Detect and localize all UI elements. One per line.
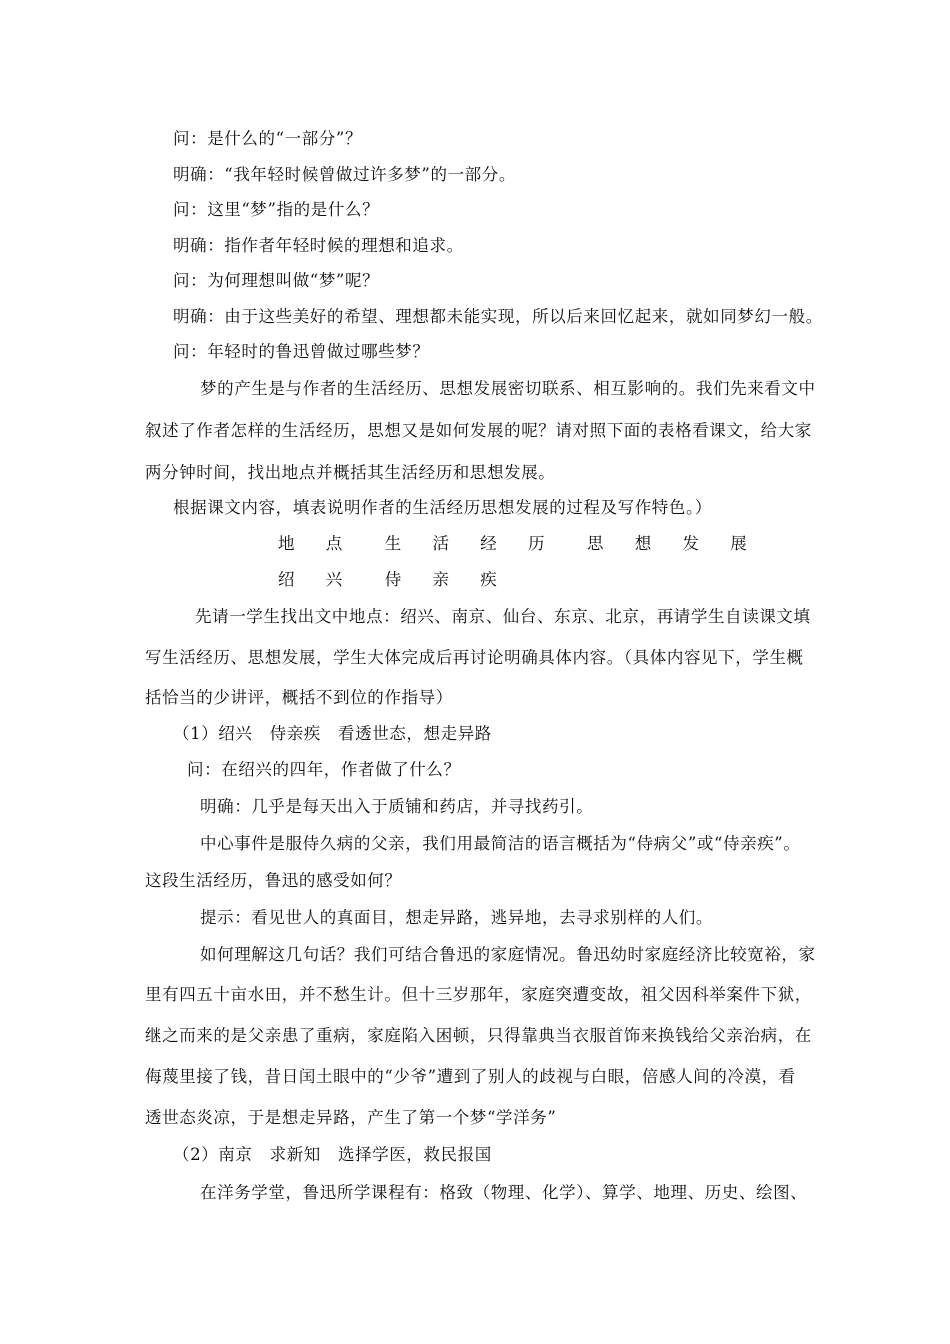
paragraph-line: 这段生活经历，鲁迅的感受如何？ [145,871,402,890]
paragraph-line: 在洋务学堂，鲁迅所学课程有：格致（物理、化学）、算学、地理、历史、绘图、 [200,1183,808,1202]
text-line: 提示：看见世人的真面目，想走异路，逃异地，去寻求别样的人们。 [200,908,713,927]
paragraph-line: 侮蔑里接了钱，昔日闰土眼中的“少爷”遭到了别人的歧视与白眼，倍感人间的冷漠，看 [145,1067,796,1086]
paragraph-line: 继之而来的是父亲患了重病，家庭陷入困顿，只得靠典当衣服首饰来换钱给父亲治病，在 [145,1026,812,1045]
table-header-row: 地 点 生 活 经 历 思 想 发 展 [278,534,760,553]
section-heading: （1）绍兴 侍亲疾 看透世态，想走异路 [173,724,492,743]
text-line: 问：是什么的“一部分”？ [173,129,363,148]
table-row: 绍 兴 侍 亲 疾 [278,570,510,589]
text-line: 根据课文内容，填表说明作者的生活经历思想发展的过程及写作特色。） [173,498,712,517]
section-heading: （2）南京 求新知 选择学医，救民报国 [173,1145,492,1164]
text-line: 问：在绍兴的四年，作者做了什么？ [187,760,461,779]
text-line: 问：为何理想叫做“梦”呢？ [173,271,380,290]
text-line: 明确：几乎是每天出入于质铺和药店，并寻找药引。 [200,797,594,816]
text-line: 问：年轻时的鲁迅曾做过哪些梦？ [173,342,430,361]
paragraph-line: 先请一学生找出文中地点：绍兴、南京、仙台、东京、北京，再请学生自读课文填 [195,607,811,626]
paragraph-line: 梦的产生是与作者的生活经历、思想发展密切联系、相互影响的。我们先来看文中 [200,379,816,398]
paragraph-line: 透世态炎凉，于是想走异路，产生了第一个梦“学洋务” [145,1108,557,1127]
text-line: 明确：“我年轻时候曾做过许多梦”的一部分。 [173,165,516,184]
paragraph-line: 里有四五十亩水田，并不愁生计。但十三岁那年，家庭突遭变故，祖父因科举案件下狱， [145,985,812,1004]
paragraph-line: 写生活经历、思想发展，学生大体完成后再讨论明确具体内容。（具体内容见下，学生概 [145,648,804,667]
text-line: 明确：指作者年轻时候的理想和追求。 [173,236,464,255]
paragraph-line: 括恰当的少讲评，概括不到位的作指导） [145,688,453,707]
paragraph-line: 两分钟时间，找出地点并概括其生活经历和思想发展。 [145,463,556,482]
paragraph-line: 中心事件是服侍久病的父亲，我们用最简洁的语言概括为“侍病父”或“侍亲疾”。 [200,834,801,853]
paragraph-line: 叙述了作者怎样的生活经历，思想又是如何发展的呢？请对照下面的表格看课文，给大家 [145,421,812,440]
text-line: 问：这里“梦”指的是什么？ [173,200,380,219]
paragraph-line: 如何理解这几句话？我们可结合鲁迅的家庭情况。鲁迅幼时家庭经济比较宽裕，家 [200,945,816,964]
text-line: 明确：由于这些美好的希望、理想都未能实现，所以后来回忆起来，就如同梦幻一般。 [173,307,823,326]
